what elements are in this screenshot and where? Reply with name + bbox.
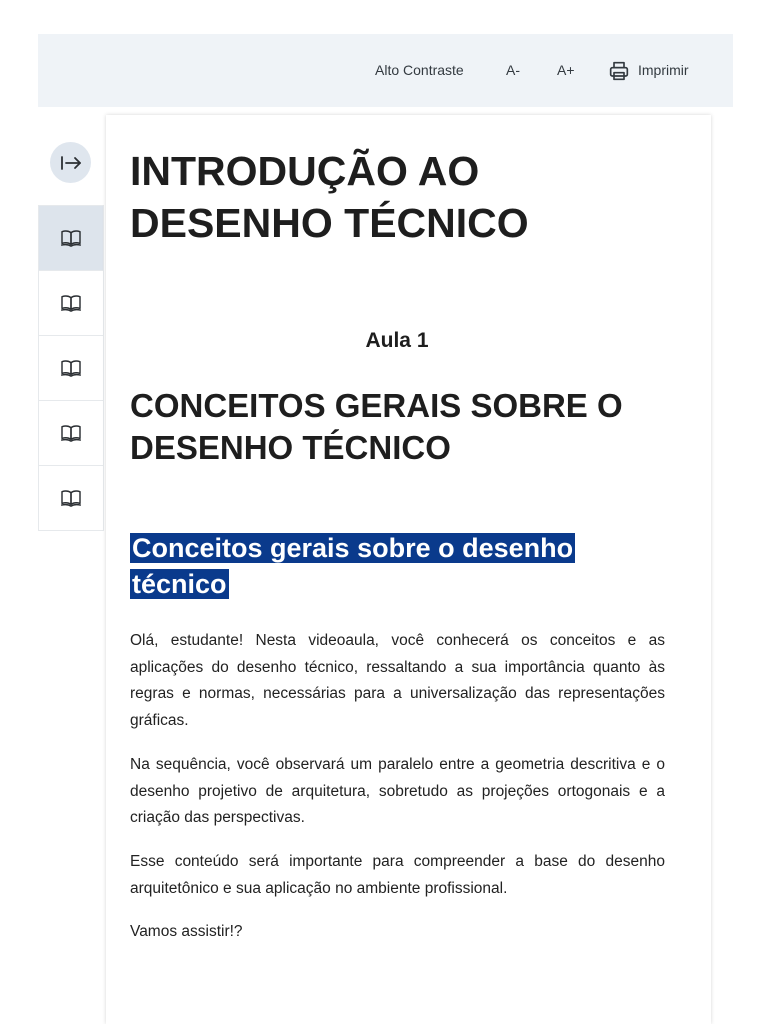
paragraph: Esse conteúdo será importante para compreender a base do desenho arquitetônico e sua aplicação no ambiente profissional.: [130, 852, 665, 897]
paragraph: Na sequência, você observará um paralelo entre a geometria descritiva e o desenho projetivo de arquitetura, sobretudo as projeções ortogonais e a criação das perspectivas.: [130, 755, 665, 827]
paragraph: Olá, estudante! Nesta videoaula, você conhecerá os conceitos e as aplicações do desenho técnico, ressaltando a sua importância quanto às regras e normas, necessárias para a universalização das representações gráficas.: [130, 632, 665, 730]
book-icon: [60, 489, 82, 507]
book-icon: [60, 359, 82, 377]
book-icon: [60, 294, 82, 312]
sidebar-item-lesson-1[interactable]: [39, 206, 103, 271]
book-icon: [60, 229, 82, 247]
section-heading-text: Conceitos gerais sobre o desenho técnico: [132, 533, 574, 599]
print-label: Imprimir: [638, 62, 689, 78]
lesson-body: [130, 628, 665, 963]
printer-icon: [609, 61, 629, 81]
high-contrast-button[interactable]: Alto Contraste: [375, 62, 464, 78]
lesson-label: Aula 1: [365, 329, 429, 352]
page-title: INTRODUÇÃO AO DESENHO TÉCNICO: [130, 148, 529, 246]
section-heading: [130, 530, 640, 602]
book-icon: [60, 424, 82, 442]
sidebar-toggle-button[interactable]: [50, 142, 91, 183]
sidebar-item-lesson-2[interactable]: [39, 271, 103, 336]
sidebar-lessons-list: [38, 205, 104, 531]
expand-right-icon: [60, 155, 82, 171]
content-card: [106, 115, 711, 1024]
font-decrease-button[interactable]: A-: [506, 62, 520, 78]
paragraph: Vamos assistir!?: [130, 923, 243, 941]
lesson-title: CONCEITOS GERAIS SOBRE O DESENHO TÉCNICO: [130, 387, 623, 466]
sidebar-item-lesson-5[interactable]: [39, 466, 103, 531]
font-increase-button[interactable]: A+: [557, 62, 575, 78]
print-button[interactable]: [609, 34, 689, 107]
sidebar-item-lesson-3[interactable]: [39, 336, 103, 401]
sidebar-item-lesson-4[interactable]: [39, 401, 103, 466]
top-toolbar: [38, 34, 733, 107]
